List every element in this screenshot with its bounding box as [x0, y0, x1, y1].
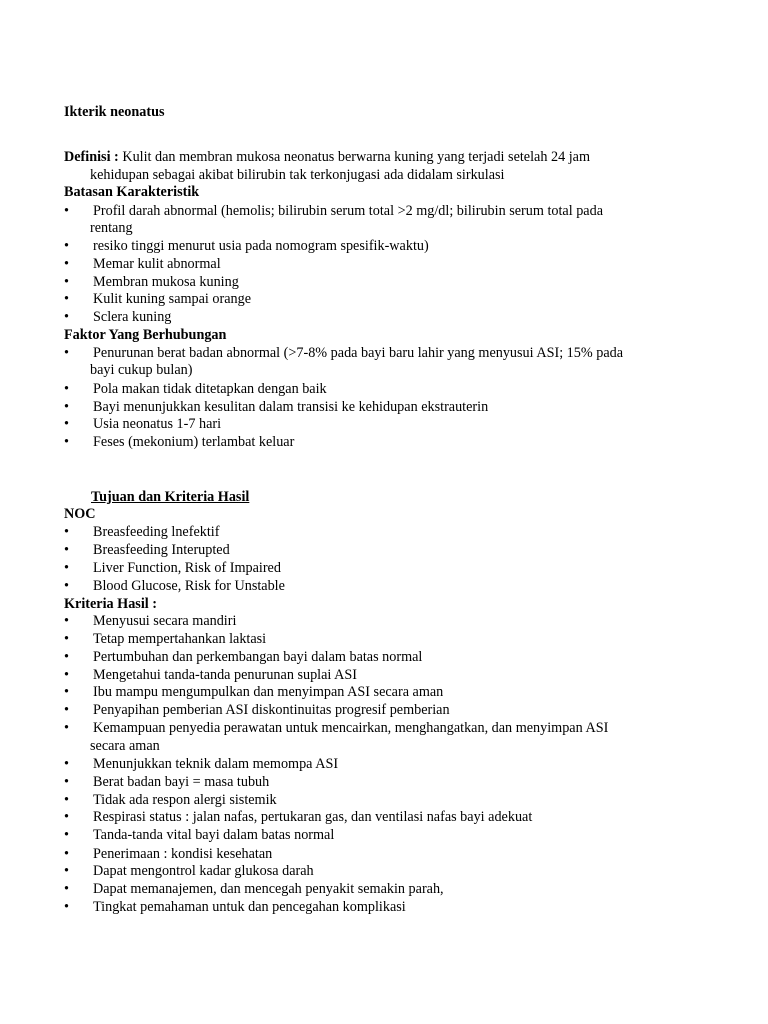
batasan-item-continuation: rentang — [90, 220, 133, 236]
bullet-icon: • — [64, 684, 69, 700]
bullet-icon: • — [64, 774, 69, 790]
kriteria-item: Berat badan bayi = masa tubuh — [93, 774, 270, 790]
faktor-item-continuation: bayi cukup bulan) — [90, 362, 193, 378]
kriteria-item: Menyusui secara mandiri — [93, 613, 237, 629]
noc-item: Breasfeeding lnefektif — [93, 524, 220, 540]
noc-item: Liver Function, Risk of Impaired — [93, 560, 281, 576]
bullet-icon: • — [64, 238, 69, 254]
bullet-icon: • — [64, 667, 69, 683]
bullet-icon: • — [64, 649, 69, 665]
kriteria-item: Tetap mempertahankan laktasi — [93, 631, 267, 647]
bullet-icon: • — [64, 578, 69, 594]
bullet-icon: • — [64, 792, 69, 808]
bullet-icon: • — [64, 863, 69, 879]
bullet-icon: • — [64, 756, 69, 772]
bullet-icon: • — [64, 256, 69, 272]
faktor-item: Feses (mekonium) terlambat keluar — [93, 434, 295, 450]
kriteria-item: Penerimaan : kondisi kesehatan — [93, 846, 273, 862]
faktor-item: Usia neonatus 1-7 hari — [93, 416, 222, 432]
bullet-icon: • — [64, 720, 69, 736]
kriteria-heading: Kriteria Hasil : — [64, 596, 157, 612]
batasan-item: resiko tinggi menurut usia pada nomogram spesifik-waktu) — [93, 238, 429, 254]
kriteria-item: Menunjukkan teknik dalam memompa ASI — [93, 756, 339, 772]
kriteria-item: Dapat mengontrol kadar glukosa darah — [93, 863, 314, 879]
bullet-icon: • — [64, 702, 69, 718]
bullet-icon: • — [64, 827, 69, 843]
bullet-icon: • — [64, 613, 69, 629]
bullet-icon: • — [64, 416, 69, 432]
kriteria-item: Kemampuan penyedia perawatan untuk mencairkan, menghangatkan, dan menyimpan ASI — [93, 720, 609, 736]
bullet-icon: • — [64, 542, 69, 558]
definition-text-2: kehidupan sebagai akibat bilirubin tak terkonjugasi ada didalam sirkulasi — [90, 167, 505, 183]
bullet-icon: • — [64, 631, 69, 647]
faktor-item: Bayi menunjukkan kesulitan dalam transisi ke kehidupan ekstrauterin — [93, 399, 489, 415]
bullet-icon: • — [64, 809, 69, 825]
bullet-icon: • — [64, 434, 69, 450]
bullet-icon: • — [64, 899, 69, 915]
tujuan-heading: Tujuan dan Kriteria Hasil — [91, 489, 250, 505]
bullet-icon: • — [64, 345, 69, 361]
kriteria-item: Tingkat pemahaman untuk dan pencegahan komplikasi — [93, 899, 406, 915]
batasan-item: Sclera kuning — [93, 309, 172, 325]
kriteria-item: Penyapihan pemberian ASI diskontinuitas progresif pemberian — [93, 702, 450, 718]
bullet-icon: • — [64, 524, 69, 540]
kriteria-item: Dapat memanajemen, dan mencegah penyakit semakin parah, — [93, 881, 444, 897]
bullet-icon: • — [64, 881, 69, 897]
kriteria-item: Pertumbuhan dan perkembangan bayi dalam batas normal — [93, 649, 423, 665]
definition-text-1: Kulit dan membran mukosa neonatus berwarna kuning yang terjadi setelah 24 jam — [122, 149, 590, 165]
bullet-icon: • — [64, 274, 69, 290]
faktor-item: Pola makan tidak ditetapkan dengan baik — [93, 381, 327, 397]
bullet-icon: • — [64, 846, 69, 862]
document-title: Ikterik neonatus — [64, 104, 165, 120]
batasan-item: Membran mukosa kuning — [93, 274, 239, 290]
bullet-icon: • — [64, 291, 69, 307]
definition-line-1 — [64, 148, 590, 166]
noc-heading: NOC — [64, 506, 96, 522]
kriteria-item: Mengetahui tanda-tanda penurunan suplai ASI — [93, 667, 357, 683]
batasan-item: Kulit kuning sampai orange — [93, 291, 252, 307]
definition-label: Definisi : — [64, 149, 119, 165]
kriteria-item: Ibu mampu mengumpulkan dan menyimpan ASI secara aman — [93, 684, 444, 700]
kriteria-item: Respirasi status : jalan nafas, pertukaran gas, dan ventilasi nafas bayi adekuat — [93, 809, 533, 825]
bullet-icon: • — [64, 309, 69, 325]
noc-item: Blood Glucose, Risk for Unstable — [93, 578, 285, 594]
kriteria-item: Tidak ada respon alergi sistemik — [93, 792, 277, 808]
noc-item: Breasfeeding Interupted — [93, 542, 230, 558]
kriteria-item-continuation: secara aman — [90, 738, 160, 754]
bullet-icon: • — [64, 399, 69, 415]
batasan-heading: Batasan Karakteristik — [64, 184, 200, 200]
bullet-icon: • — [64, 560, 69, 576]
faktor-heading: Faktor Yang Berhubungan — [64, 327, 227, 343]
faktor-item: Penurunan berat badan abnormal (>7-8% pada bayi baru lahir yang menyusui ASI; 15% pada — [93, 345, 624, 361]
kriteria-item: Tanda-tanda vital bayi dalam batas normal — [93, 827, 335, 843]
batasan-item: Memar kulit abnormal — [93, 256, 221, 272]
batasan-item: Profil darah abnormal (hemolis; bilirubin serum total >2 mg/dl; bilirubin serum total pada — [93, 203, 603, 219]
bullet-icon: • — [64, 381, 69, 397]
bullet-icon: • — [64, 203, 69, 219]
